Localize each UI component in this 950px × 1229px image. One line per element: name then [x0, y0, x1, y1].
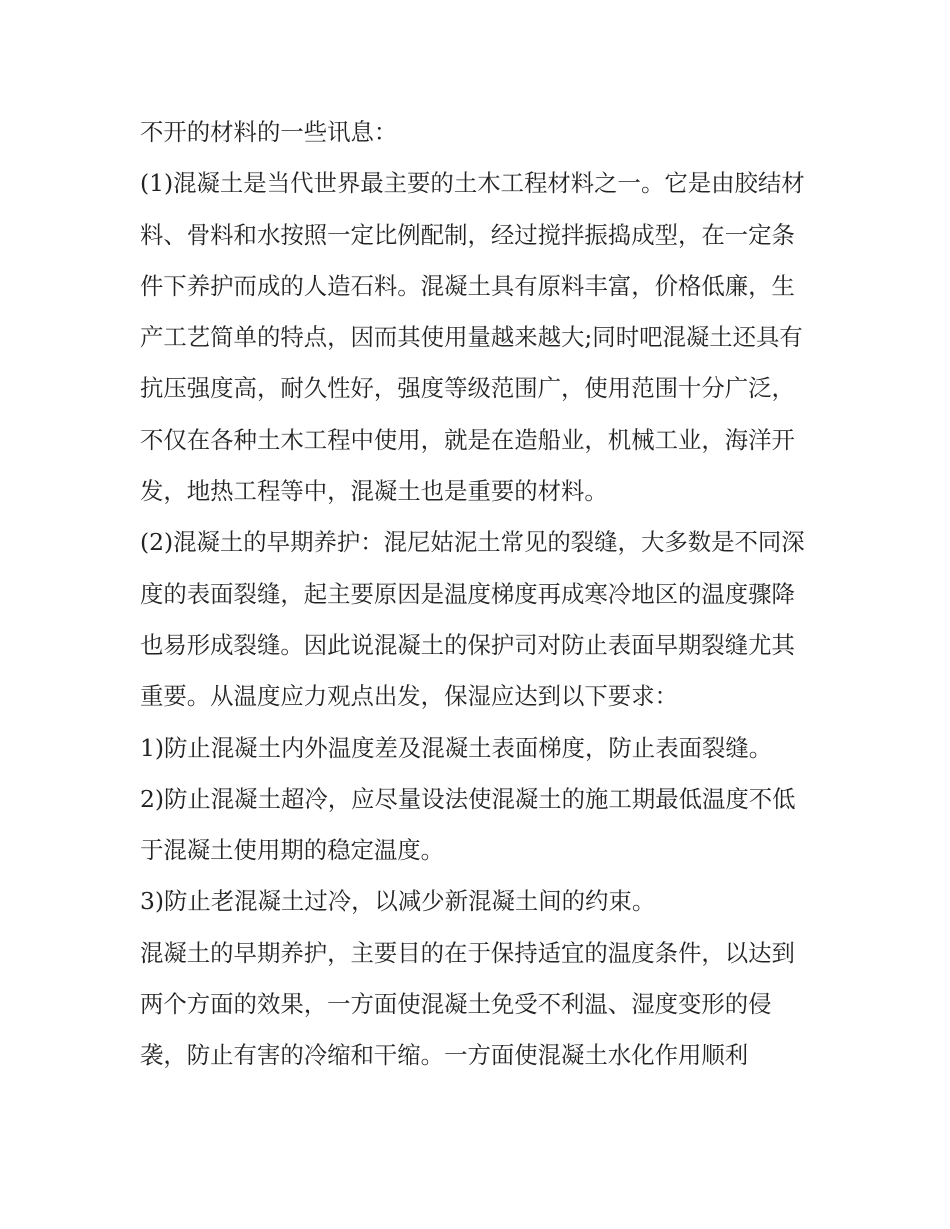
paragraph-early-curing: (2)混凝土的早期养护：混尼姑泥土常见的裂缝，大多数是不同深度的表面裂缝，起主要原因是温度梯度再成寒冷地区的温度骤降也易形成裂缝。因此说混凝土的保护司对防止表面早期裂缝尤其重要。从温度应力观点出发，保湿应达到以下要求： — [140, 528, 805, 711]
requirement-item-2: 2)防止混凝土超冷，应尽量设法使混凝土的施工期最低温度不低于混凝土使用期的稳定温度。 — [140, 784, 796, 865]
paragraph-concrete-overview: (1)混凝土是当代世界最主要的土木工程材料之一。它是由胶结材料、骨料和水按照一定比例配制，经过搅拌振捣成型，在一定条件下养护而成的人造石料。混凝土具有原料丰富，价格低廉，生产工艺简单的特点，因而其使用量越来越大;同时吧混凝土还具有抗压强度高，耐久性好，强度等级范围广，使用范围十分广泛，不仅在各种土木工程中使用，就是在造船业，机械工业，海洋开发，地热工程等中，混凝土也是重要的材料。 — [140, 169, 805, 506]
intro-line: 不开的材料的一些讯息： — [140, 118, 398, 146]
requirement-item-3: 3)防止老混凝土过冷，以减少新混凝土间的约束。 — [140, 887, 656, 916]
requirement-item-1: 1)防止混凝土内外温度差及混凝土表面梯度，防止表面裂缝。 — [140, 733, 773, 762]
document-body — [140, 107, 815, 1082]
paragraph-curing-purpose: 混凝土的早期养护，主要目的在于保持适宜的温度条件，以达到两个方面的效果，一方面使混凝土免受不利温、湿度变形的侵袭，防止有害的冷缩和干缩。一方面使混凝土水化作用顺利 — [140, 938, 795, 1070]
